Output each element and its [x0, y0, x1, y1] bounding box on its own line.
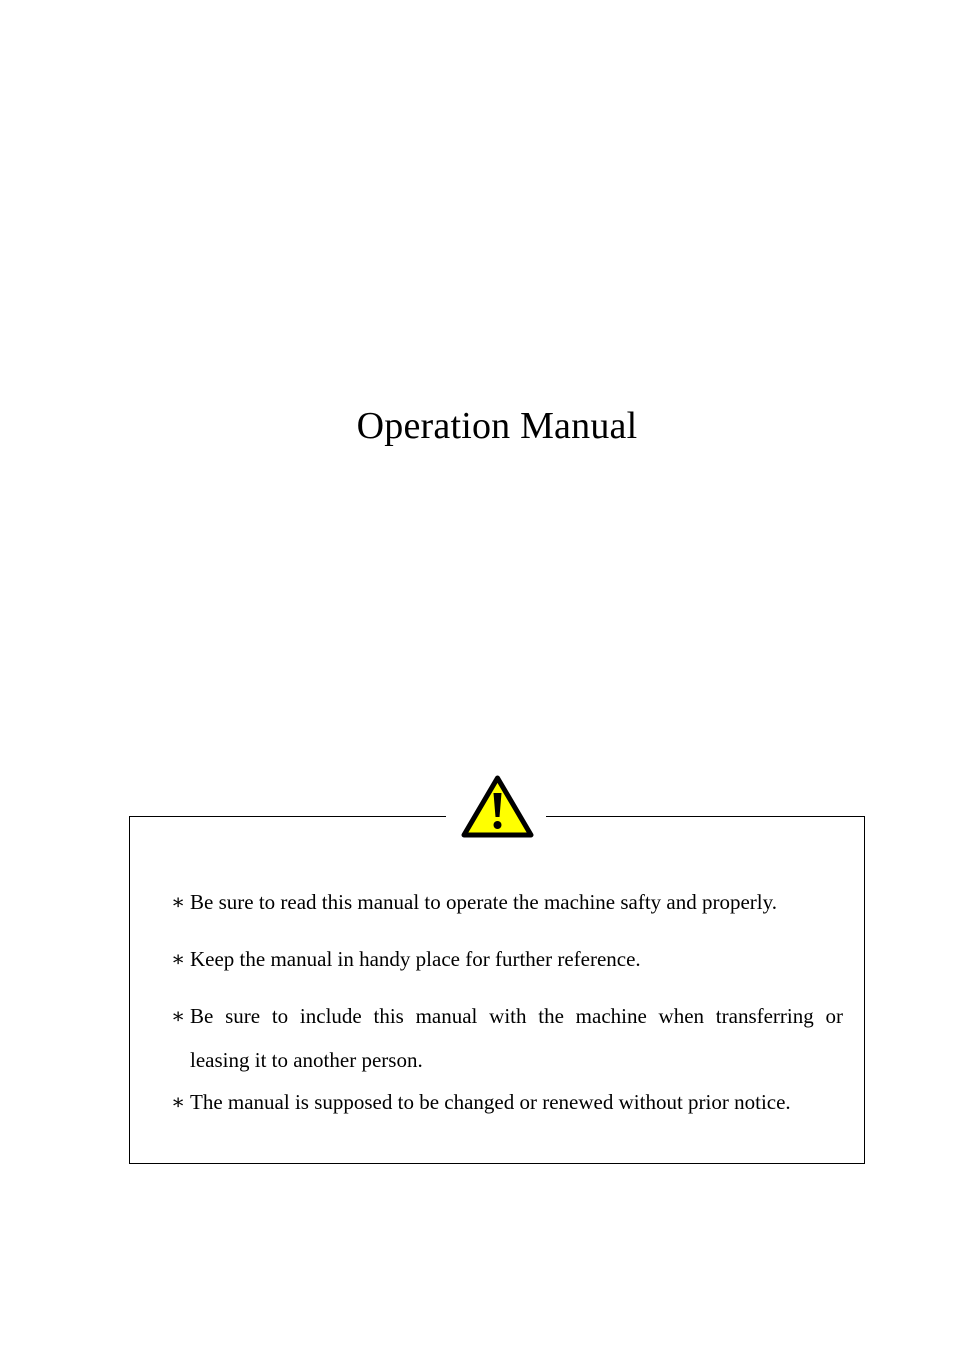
notice-item — [171, 944, 641, 974]
notice-text: Keep the manual in handy place for further reference. — [190, 947, 641, 971]
notice-text: The manual is supposed to be changed or renewed without prior notice. — [190, 1090, 791, 1114]
notice-continuation: leasing it to another person. — [190, 1048, 423, 1072]
page-title: Operation Manual — [356, 405, 638, 447]
warning-triangle-icon — [461, 775, 534, 839]
notice-item — [171, 887, 777, 917]
asterisk-mark: ∗ — [171, 1004, 186, 1028]
notice-item — [171, 1087, 791, 1117]
notice-text: Be sure to read this manual to operate the machine safty and properly. — [190, 890, 778, 914]
notice-text: Be sure to include this manual with the machine when transferring or — [190, 1004, 843, 1028]
asterisk-mark: ∗ — [171, 1090, 186, 1114]
notice-item — [171, 1001, 843, 1031]
asterisk-mark: ∗ — [171, 947, 186, 971]
asterisk-mark: ∗ — [171, 890, 186, 914]
